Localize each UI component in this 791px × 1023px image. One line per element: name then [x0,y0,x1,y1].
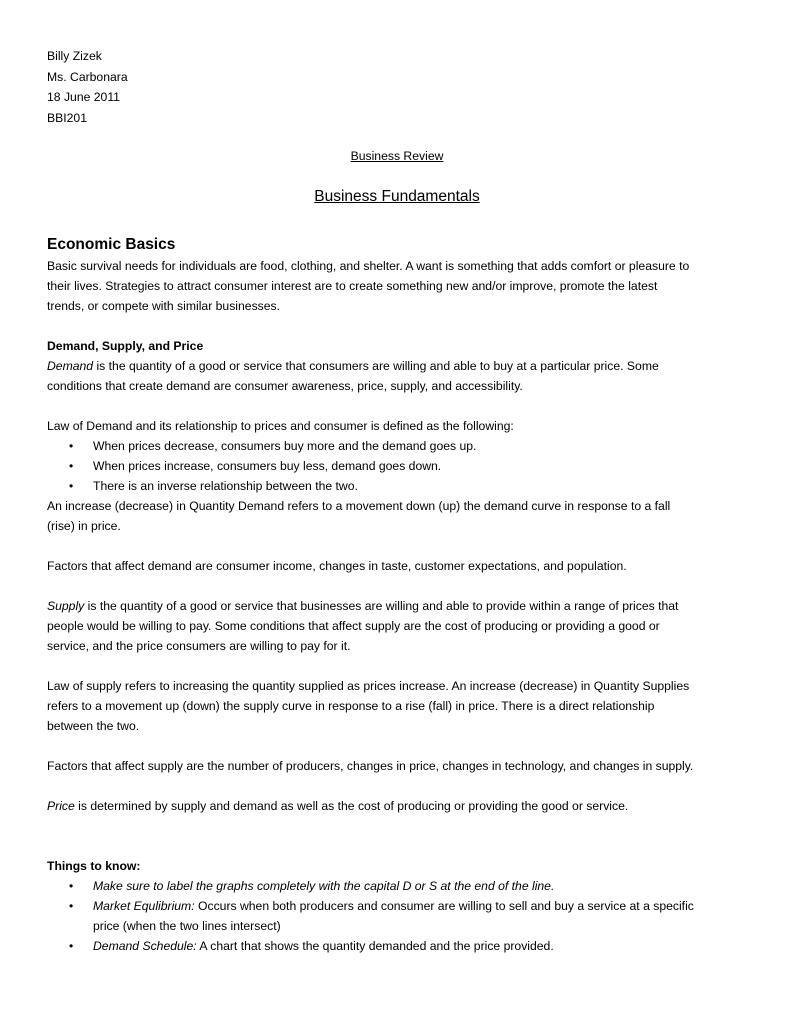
intro-line: their lives. Strategies to attract consumer interest are to create something new and/or improve, promote the latest [47,279,658,293]
supply-paragraph: Supply is the quantity of a good or service that businesses are willing and able to provide within a range of prices that people would be willing to pay. Some conditions that affect supply are the cost of producing or providing a good or service, and the price consumers are willing to pay for it. [47,599,679,653]
list-item: • There is an inverse relationship between the two. [47,476,747,496]
intro-paragraph [47,256,747,316]
header-block [47,46,747,128]
list-item: • Demand Schedule: A chart that shows the quantity demanded and the price provided. [47,936,747,956]
bullet-icon: • [69,899,74,913]
demand-factors: Factors that affect demand are consumer income, changes in taste, customer expectations, and population. [47,559,627,573]
bullet-icon: • [69,939,74,953]
list-item: • When prices decrease, consumers buy more and the demand goes up. [47,436,747,456]
document-page [47,46,747,956]
bullet-icon: • [69,459,74,473]
list-item: • Market Equlibrium: Occurs when both producers and consumer are willing to sell and buy a service at a specific price (when the two lines intersect) [47,896,747,936]
price-term: Price [47,799,75,813]
document-subtitle: Business Review [350,149,444,163]
supply-factors: Factors that affect supply are the number of producers, changes in price, changes in technology, and changes in supply. [47,759,694,773]
intro-line: trends, or compete with similar businesses. [47,299,281,313]
document-title: Business Fundamentals [314,188,480,205]
student-name: Billy Zizek [47,49,102,63]
list-item: • Make sure to label the graphs completely with the capital D or S at the end of the line. [47,876,747,896]
section-heading: Economic Basics [47,236,176,253]
demand-definition: conditions that create demand are consumer awareness, price, supply, and accessibility. [47,379,523,393]
bullet-icon: • [69,479,74,493]
intro-line: Basic survival needs for individuals are food, clothing, and shelter. A want is something that adds comfort or pleasure to [47,259,690,273]
supply-term: Supply [47,599,85,613]
list-item: • When prices increase, consumers buy less, demand goes down. [47,456,747,476]
price-paragraph [47,796,747,816]
demand-term: Demand [47,359,94,373]
law-of-supply-paragraph: Law of supply refers to increasing the quantity supplied as prices increase. An increase (decrease) in Quantity Supplies refers to a movement up (down) the supply curve in response to a rise (fall) in price. There is a direct relationship between the two. [47,679,690,733]
things-to-know-list [47,876,747,956]
bullet-icon: • [69,879,74,893]
demand-paragraph [47,356,747,396]
law-of-demand-intro: Law of Demand and its relationship to prices and consumer is defined as the following: [47,419,514,433]
things-to-know-heading: Things to know: [47,859,141,873]
bullet-icon: • [69,439,74,453]
teacher-name: Ms. Carbonara [47,69,128,84]
price-definition: is determined by supply and demand as well as the cost of producing or providing the good or service. [74,799,629,813]
date: 18 June 2011 [47,90,120,104]
law-of-demand-list [47,436,747,496]
quantity-demand-paragraph: An increase (decrease) in Quantity Demand refers to a movement down (up) the demand curve in response to a fall (rise) in price. [47,499,671,533]
demand-definition: is the quantity of a good or service that consumers are willing and able to buy at a particular price. Some [93,359,659,373]
course-code: BBI201 [47,110,87,125]
supply-definition: is the quantity of a good or service that businesses are willing and able to provide within a range of prices that [84,599,679,613]
subsection-heading: Demand, Supply, and Price [47,339,204,353]
